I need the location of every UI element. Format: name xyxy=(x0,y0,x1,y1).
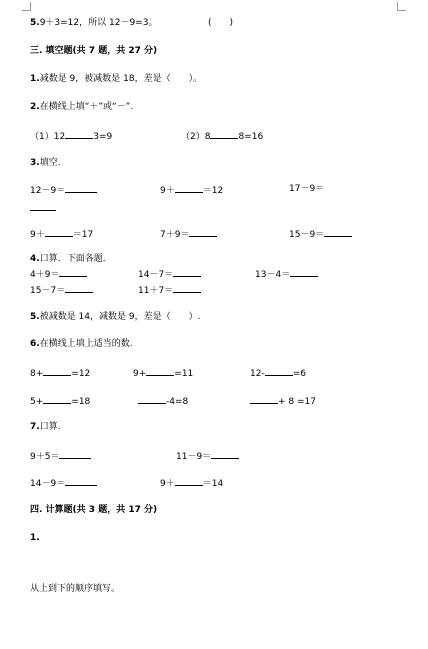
answer-blank[interactable] xyxy=(290,267,318,277)
question-number: 5. xyxy=(30,18,40,28)
answer-blank[interactable] xyxy=(173,267,201,277)
answer-blank[interactable] xyxy=(43,366,71,376)
q7-item xyxy=(30,449,91,463)
q7-item xyxy=(30,476,97,490)
question-3 xyxy=(30,157,61,169)
question-number: 5. xyxy=(30,312,40,322)
q4-item xyxy=(30,283,93,297)
expr-right: + 8 =17 xyxy=(278,397,316,407)
q3-item xyxy=(289,183,324,195)
question-number: 1. xyxy=(30,533,40,543)
expr: 7＋9＝ xyxy=(160,230,190,240)
expr-right: =12 xyxy=(71,369,91,379)
expr-left: 5+ xyxy=(30,397,44,407)
expr-left: （1）12 xyxy=(30,132,66,142)
question-text: 口算．下面各题. xyxy=(39,254,106,264)
expr-left: （2）8 xyxy=(181,132,211,142)
answer-blank[interactable] xyxy=(65,283,93,293)
answer-blank[interactable] xyxy=(65,129,93,139)
q6-item xyxy=(30,366,90,380)
question-number: 4. xyxy=(30,254,40,264)
q4-item xyxy=(138,283,201,297)
question-5 xyxy=(30,311,200,323)
question-1-calc xyxy=(30,532,40,544)
expr-left: 9＋ xyxy=(160,186,175,196)
expr-right: -4=8 xyxy=(166,397,189,407)
q6-item xyxy=(30,394,90,408)
question-text: 减数是 9，被减数是 18，差是（ ）。 xyxy=(39,74,203,84)
expr-right: ＝17 xyxy=(72,230,94,240)
expr-right: =18 xyxy=(71,397,91,407)
q3-item xyxy=(30,183,97,197)
question-number: 7. xyxy=(30,422,40,432)
expr: 14－7＝ xyxy=(138,270,174,280)
answer-blank[interactable] xyxy=(324,227,352,237)
q3-item xyxy=(289,227,352,241)
q6-item xyxy=(138,394,188,408)
q6-item xyxy=(250,394,316,408)
expr-right: =11 xyxy=(174,369,194,379)
question-text: 口算. xyxy=(39,422,61,432)
question-text: 9＋3=12，所以 12－9=3。 xyxy=(39,18,158,28)
page-corner-mark-left xyxy=(22,2,31,11)
question-number: 3. xyxy=(30,158,40,168)
question-6 xyxy=(30,338,133,350)
q4-item xyxy=(255,267,318,281)
answer-blank[interactable] xyxy=(43,394,71,404)
q2-item-a xyxy=(30,129,112,143)
question-text: 被减数是 14，减数是 9，差是（ ）. xyxy=(39,312,201,322)
expr: 15－9＝ xyxy=(289,230,325,240)
question-7 xyxy=(30,421,61,433)
answer-blank[interactable] xyxy=(146,366,174,376)
expr: 4＋9＝ xyxy=(30,270,60,280)
question-1 xyxy=(30,73,202,85)
question-4 xyxy=(30,253,106,265)
answer-blank[interactable] xyxy=(65,476,97,486)
question-text: 在横线上填“＋”或“－”. xyxy=(39,102,134,112)
question-5-judgement xyxy=(30,17,157,29)
page-corner-mark-right xyxy=(397,2,406,11)
expr: 11－9＝ xyxy=(176,452,212,462)
q3-item xyxy=(160,183,223,197)
expr: 14－9＝ xyxy=(30,479,66,489)
question-text: 在横线上填上适当的数. xyxy=(39,339,133,349)
expr-left: 9＋ xyxy=(160,479,175,489)
expr-right: =6 xyxy=(292,369,306,379)
expr-right: ＝12 xyxy=(202,186,224,196)
q3-item-wrap xyxy=(30,201,56,215)
q7-item xyxy=(160,476,223,490)
q4-item xyxy=(138,267,201,281)
answer-blank[interactable] xyxy=(59,449,91,459)
instruction-note: 从上到下的顺序填写。 xyxy=(30,584,121,594)
expr-left: 12- xyxy=(250,369,265,379)
expr-left: 9+ xyxy=(133,369,147,379)
answer-blank[interactable] xyxy=(173,283,201,293)
question-number: 1. xyxy=(30,74,40,84)
section-title: 四. 计算题(共 3 题，共 17 分) xyxy=(30,505,158,515)
question-text: 填空. xyxy=(39,158,61,168)
answer-blank[interactable] xyxy=(138,394,166,404)
answer-blank[interactable] xyxy=(59,267,87,277)
expr: 12－9＝ xyxy=(30,186,66,196)
q4-item xyxy=(30,267,87,281)
q6-item xyxy=(133,366,193,380)
answer-blank[interactable] xyxy=(30,201,56,211)
answer-blank[interactable] xyxy=(189,227,217,237)
answer-blank[interactable] xyxy=(175,183,203,193)
section-title: 三. 填空题(共 7 题，共 27 分) xyxy=(30,46,158,56)
expr-left: 8+ xyxy=(30,369,44,379)
q3-item xyxy=(30,227,93,241)
q2-item-b xyxy=(181,129,263,143)
answer-blank[interactable] xyxy=(250,394,278,404)
expr: 9＋5＝ xyxy=(30,452,60,462)
expr: 13－4＝ xyxy=(255,270,291,280)
expr: 11＋7＝ xyxy=(138,286,174,296)
q6-item xyxy=(250,366,306,380)
answer-blank[interactable] xyxy=(45,227,73,237)
q3-item xyxy=(160,227,217,241)
expr-right: ＝14 xyxy=(202,479,224,489)
question-number: 2. xyxy=(30,102,40,112)
q7-item xyxy=(176,449,239,463)
question-number: 6. xyxy=(30,339,40,349)
answer-blank[interactable] xyxy=(175,476,203,486)
answer-blank[interactable] xyxy=(65,183,97,193)
expr-right: 3=9 xyxy=(93,132,113,142)
answer-blank[interactable] xyxy=(210,129,238,139)
answer-bracket: ( ) xyxy=(208,18,234,28)
expr-left: 9＋ xyxy=(30,230,45,240)
answer-blank[interactable] xyxy=(265,366,293,376)
answer-blank[interactable] xyxy=(211,449,239,459)
expr: 17－9＝ xyxy=(289,184,325,194)
question-2 xyxy=(30,101,133,113)
expr: 15－7＝ xyxy=(30,286,66,296)
expr-right: 8=16 xyxy=(238,132,264,142)
